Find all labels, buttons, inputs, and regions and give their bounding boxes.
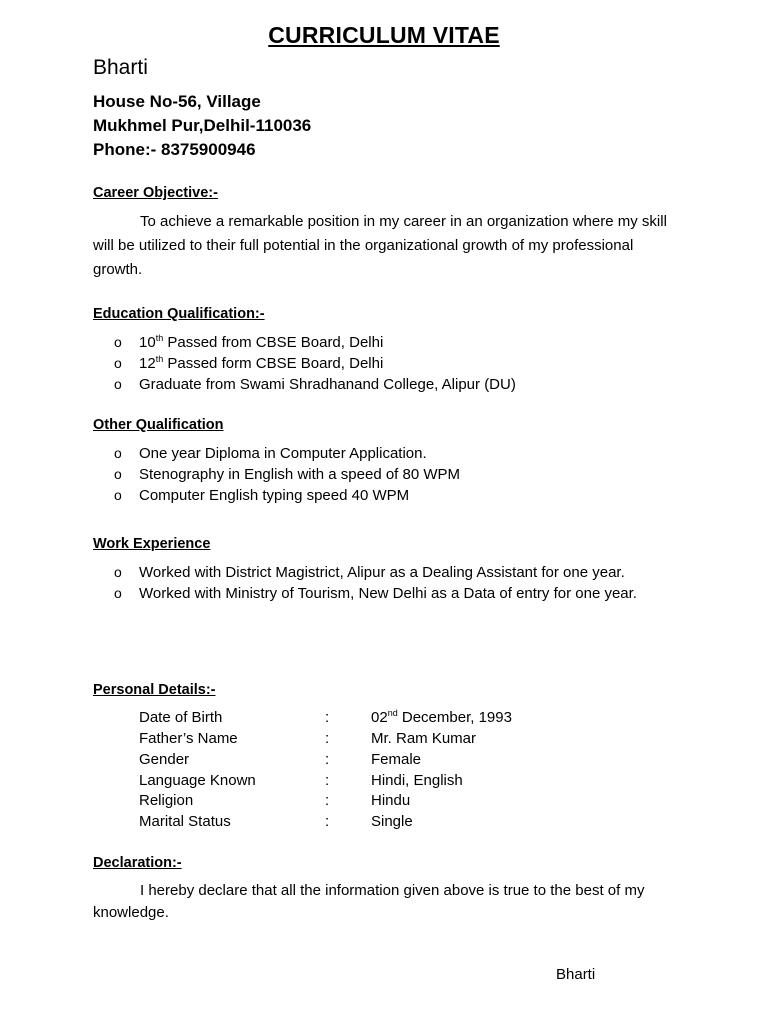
education-list: [114, 332, 674, 395]
bullet-icon: o: [114, 466, 122, 482]
detail-label: Marital Status: [139, 813, 231, 830]
detail-label: Gender: [139, 751, 190, 768]
superscript: th: [155, 333, 164, 343]
bullet-icon: o: [114, 355, 122, 371]
declaration-heading: Declaration:-: [93, 855, 182, 871]
detail-label: Father’s Name: [139, 730, 238, 747]
bullet-icon: o: [114, 585, 122, 601]
detail-value: Hindi, English: [371, 772, 463, 789]
bullet-icon: o: [114, 376, 122, 392]
work-experience-list: [114, 562, 659, 604]
detail-value: Female: [371, 751, 422, 768]
work-experience-heading: Work Experience: [93, 536, 211, 552]
detail-colon: :: [325, 709, 330, 726]
bullet-icon: o: [114, 564, 122, 580]
detail-value: Hindu: [371, 792, 411, 809]
detail-value-text: 02: [371, 709, 388, 726]
address-line-2: Mukhmel Pur,Delhil-110036: [93, 116, 312, 135]
address-line-1: House No-56, Village: [93, 92, 261, 111]
candidate-name: Bharti: [93, 56, 148, 79]
detail-colon: :: [325, 751, 330, 768]
list-item: [114, 583, 659, 604]
education-item-text: 10: [139, 334, 156, 351]
detail-colon: :: [325, 730, 330, 747]
detail-label: Religion: [139, 792, 194, 809]
phone-number: Phone:- 8375900946: [93, 140, 256, 159]
qualification-item-text: One year Diploma in Computer Application.: [139, 445, 427, 462]
work-item-text: Worked with Ministry of Tourism, New Delhi as a Data of entry for one year.: [139, 585, 637, 602]
declaration-text: I hereby declare that all the information given above is true to the best of my knowledge.: [93, 882, 645, 921]
list-item: [114, 332, 674, 353]
other-qualification-heading: Other Qualification: [93, 417, 224, 433]
document-title: CURRICULUM VITAE: [268, 22, 500, 48]
detail-label: Date of Birth: [139, 709, 223, 726]
detail-value: [371, 709, 512, 726]
bullet-icon: o: [114, 445, 122, 461]
education-item-text: Graduate from Swami Shradhanand College, Alipur (DU): [139, 376, 516, 393]
career-objective-text: To achieve a remarkable position in my career in an organization where my skill will be utilized to their full potential in the organizational growth of my professional growth.: [93, 213, 667, 278]
superscript: nd: [387, 708, 398, 718]
education-item-text: Passed from CBSE Board, Delhi: [163, 334, 384, 351]
list-item: [114, 562, 659, 583]
personal-details-heading: Personal Details:-: [93, 682, 216, 698]
bullet-icon: o: [114, 487, 122, 503]
detail-colon: :: [325, 813, 330, 830]
career-objective-heading: Career Objective:-: [93, 185, 218, 201]
other-qualification-list: [114, 443, 674, 506]
detail-colon: :: [325, 772, 330, 789]
education-heading: Education Qualification:-: [93, 306, 265, 322]
list-item: [114, 464, 674, 485]
detail-value: Single: [371, 813, 413, 830]
detail-value-text: December, 1993: [397, 709, 512, 726]
list-item: [114, 353, 674, 374]
list-item: [114, 443, 674, 464]
qualification-item-text: Computer English typing speed 40 WPM: [139, 487, 410, 504]
detail-colon: :: [325, 792, 330, 809]
education-item-text: 12: [139, 355, 156, 372]
work-item-text: Worked with District Magistrict, Alipur as a Dealing Assistant for one year.: [139, 564, 625, 581]
detail-value: Mr. Ram Kumar: [371, 730, 477, 747]
detail-label: Language Known: [139, 772, 256, 789]
signature-name: Bharti: [556, 966, 596, 983]
bullet-icon: o: [114, 334, 122, 350]
list-item: [114, 485, 674, 506]
superscript: th: [155, 354, 164, 364]
qualification-item-text: Stenography in English with a speed of 80 WPM: [139, 466, 461, 483]
list-item: [114, 374, 674, 395]
education-item-text: Passed form CBSE Board, Delhi: [163, 355, 384, 372]
